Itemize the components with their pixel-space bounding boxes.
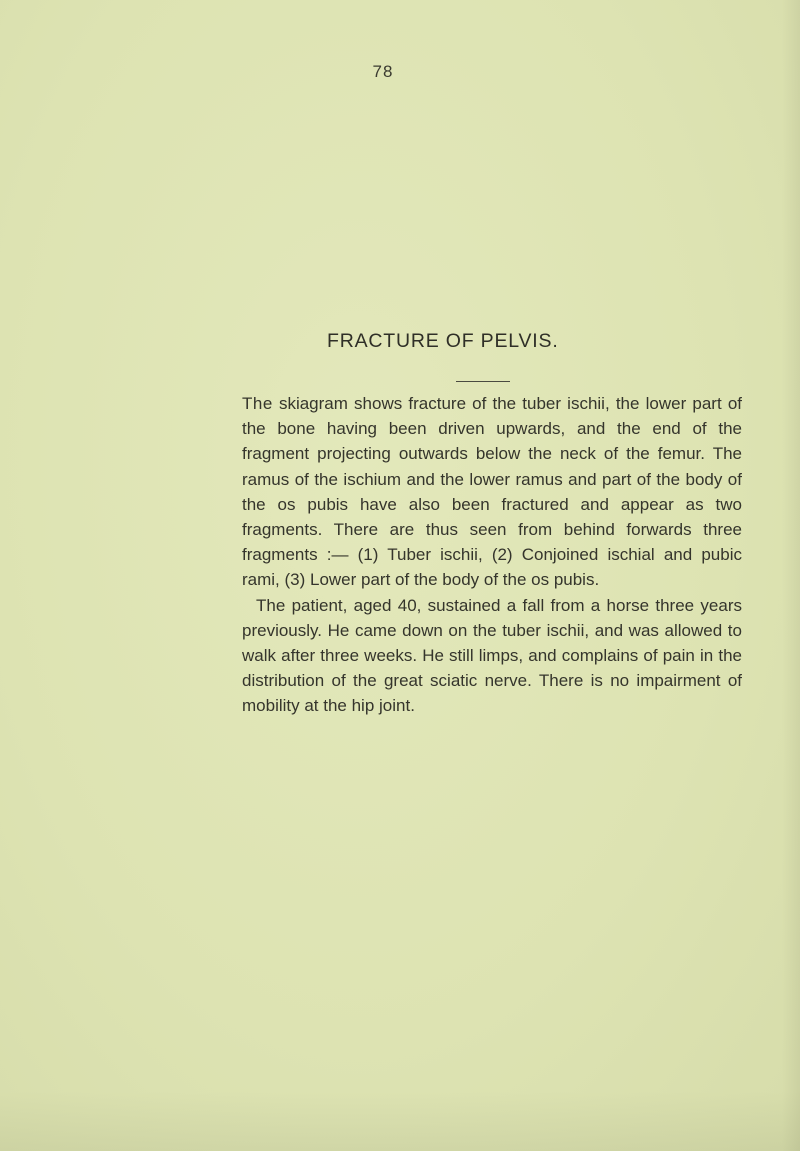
paragraph-patient-history: The patient, aged 40, sustained a fall from a horse three years previously. He came down on the tuber ischii, and was allowed to walk after three weeks. He still limps, and complains of pain in the distribution of the great sciatic nerve. There is no impairment of mobility at the hip joint. bbox=[242, 595, 742, 716]
page-number: 78 bbox=[372, 62, 394, 81]
page-edge-shadow bbox=[782, 0, 800, 1151]
title-rule-divider bbox=[456, 381, 510, 382]
page-bottom-shadow bbox=[0, 1091, 800, 1151]
paragraph-skiagram-description bbox=[242, 391, 742, 593]
section-title: FRACTURE OF PELVIS. bbox=[327, 330, 559, 352]
body-text bbox=[242, 391, 742, 719]
paragraph-1-text: skiagram shows fracture of the tuber ischii, the lower part of the bone having been driven upwards, and the end of the fragment projecting outwards below the neck of the femur. The ramus of the ischium and the lower ramus and part of the body of the os pubis have also been fractured and appear as two fragments. There are thus seen from behind forwards three fragments :— (1) Tuber ischii, (2) Conjoined ischial and pubic rami, (3) Lower part of the body of the os pubis. bbox=[242, 394, 742, 590]
paragraph-lead-word: The bbox=[242, 394, 273, 413]
